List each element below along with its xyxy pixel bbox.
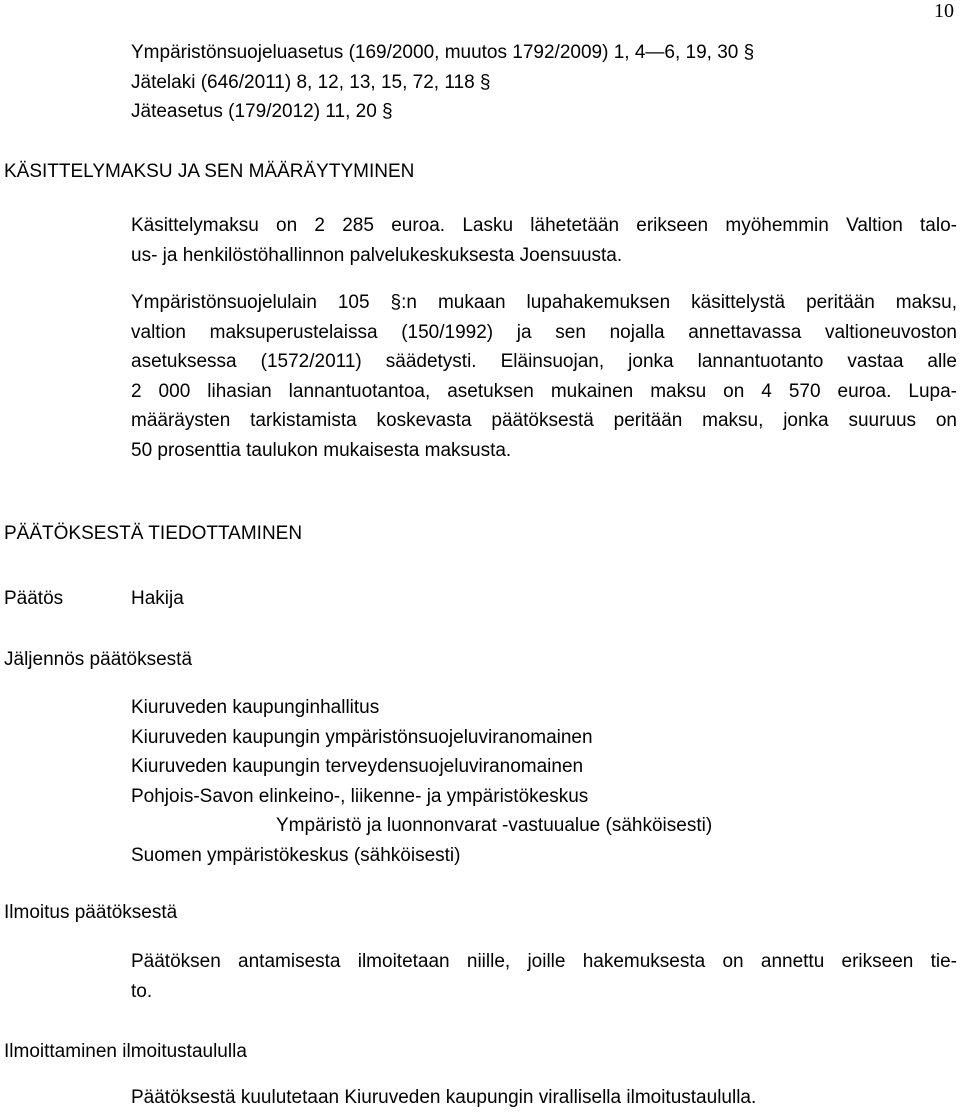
fee-paragraph-2-line: 50 prosenttia taulukon mukaisesta maksusta. (131, 440, 512, 461)
announce-label: Ilmoitus päätöksestä (4, 902, 178, 923)
fee-paragraph-1-line: Käsittelymaksu on 2 285 euroa. Lasku lähetetään erikseen myöhemmin Valtion talo- (131, 215, 957, 236)
fee-paragraph-2-line: määräysten tarkistamista koskevasta päätöksestä peritään maksu, jonka suuruus on (131, 410, 957, 431)
board-text: Päätöksestä kuulutetaan Kiuruveden kaupungin virallisella ilmoitustaululla. (131, 1087, 757, 1108)
page-number: 10 (934, 0, 954, 22)
list-item: Ympäristö ja luonnonvarat -vastuualue (sähköisesti) (276, 815, 713, 836)
board-label: Ilmoittaminen ilmoitustaululla (4, 1041, 247, 1062)
decision-label: Päätös (4, 588, 64, 609)
fee-paragraph-1-line: us- ja henkilöstöhallinnon palvelukeskuksesta Joensuusta. (131, 245, 623, 266)
list-item: Kiuruveden kaupungin ympäristönsuojeluviranomainen (131, 727, 593, 748)
legal-ref-waste-decree: Jäteasetus (179/2012) 11, 20 § (131, 101, 393, 122)
list-item: Pohjois-Savon elinkeino-, liikenne- ja ympäristökeskus (131, 786, 589, 807)
announce-text-line: Päätöksen antamisesta ilmoitetaan niille, joille hakemuksesta on annettu erikseen tie- (131, 951, 957, 972)
copy-label: Jäljennös päätöksestä (4, 649, 193, 670)
decision-recipient: Hakija (131, 588, 184, 609)
notice-section-heading: PÄÄTÖKSESTÄ TIEDOTTAMINEN (4, 523, 303, 544)
legal-ref-waste-act: Jätelaki (646/2011) 8, 12, 13, 15, 72, 118 § (131, 72, 491, 93)
fee-paragraph-2-line: asetuksessa (1572/2011) säädetysti. Eläinsuojan, jonka lannantuotanto vastaa alle (131, 351, 957, 372)
fee-paragraph-2-line: Ympäristönsuojelulain 105 §:n mukaan lupahakemuksen käsittelystä peritään maksu, (131, 292, 957, 313)
fee-section-heading: KÄSITTELYMAKSU JA SEN MÄÄRÄYTYMINEN (4, 161, 415, 182)
list-item: Kiuruveden kaupunginhallitus (131, 697, 380, 718)
announce-text-line: to. (131, 981, 153, 1002)
list-item: Suomen ympäristökeskus (sähköisesti) (131, 845, 461, 866)
list-item: Kiuruveden kaupungin terveydensuojeluviranomainen (131, 756, 584, 777)
fee-paragraph-2-line: 2 000 lihasian lannantuotantoa, asetuksen mukainen maksu on 4 570 euroa. Lupa- (131, 381, 957, 402)
legal-ref-environmental-decree: Ympäristönsuojeluasetus (169/2000, muutos 1792/2009) 1, 4—6, 19, 30 § (131, 42, 755, 63)
fee-paragraph-2-line: valtion maksuperustelaissa (150/1992) ja sen nojalla annettavassa valtioneuvoston (131, 322, 957, 343)
